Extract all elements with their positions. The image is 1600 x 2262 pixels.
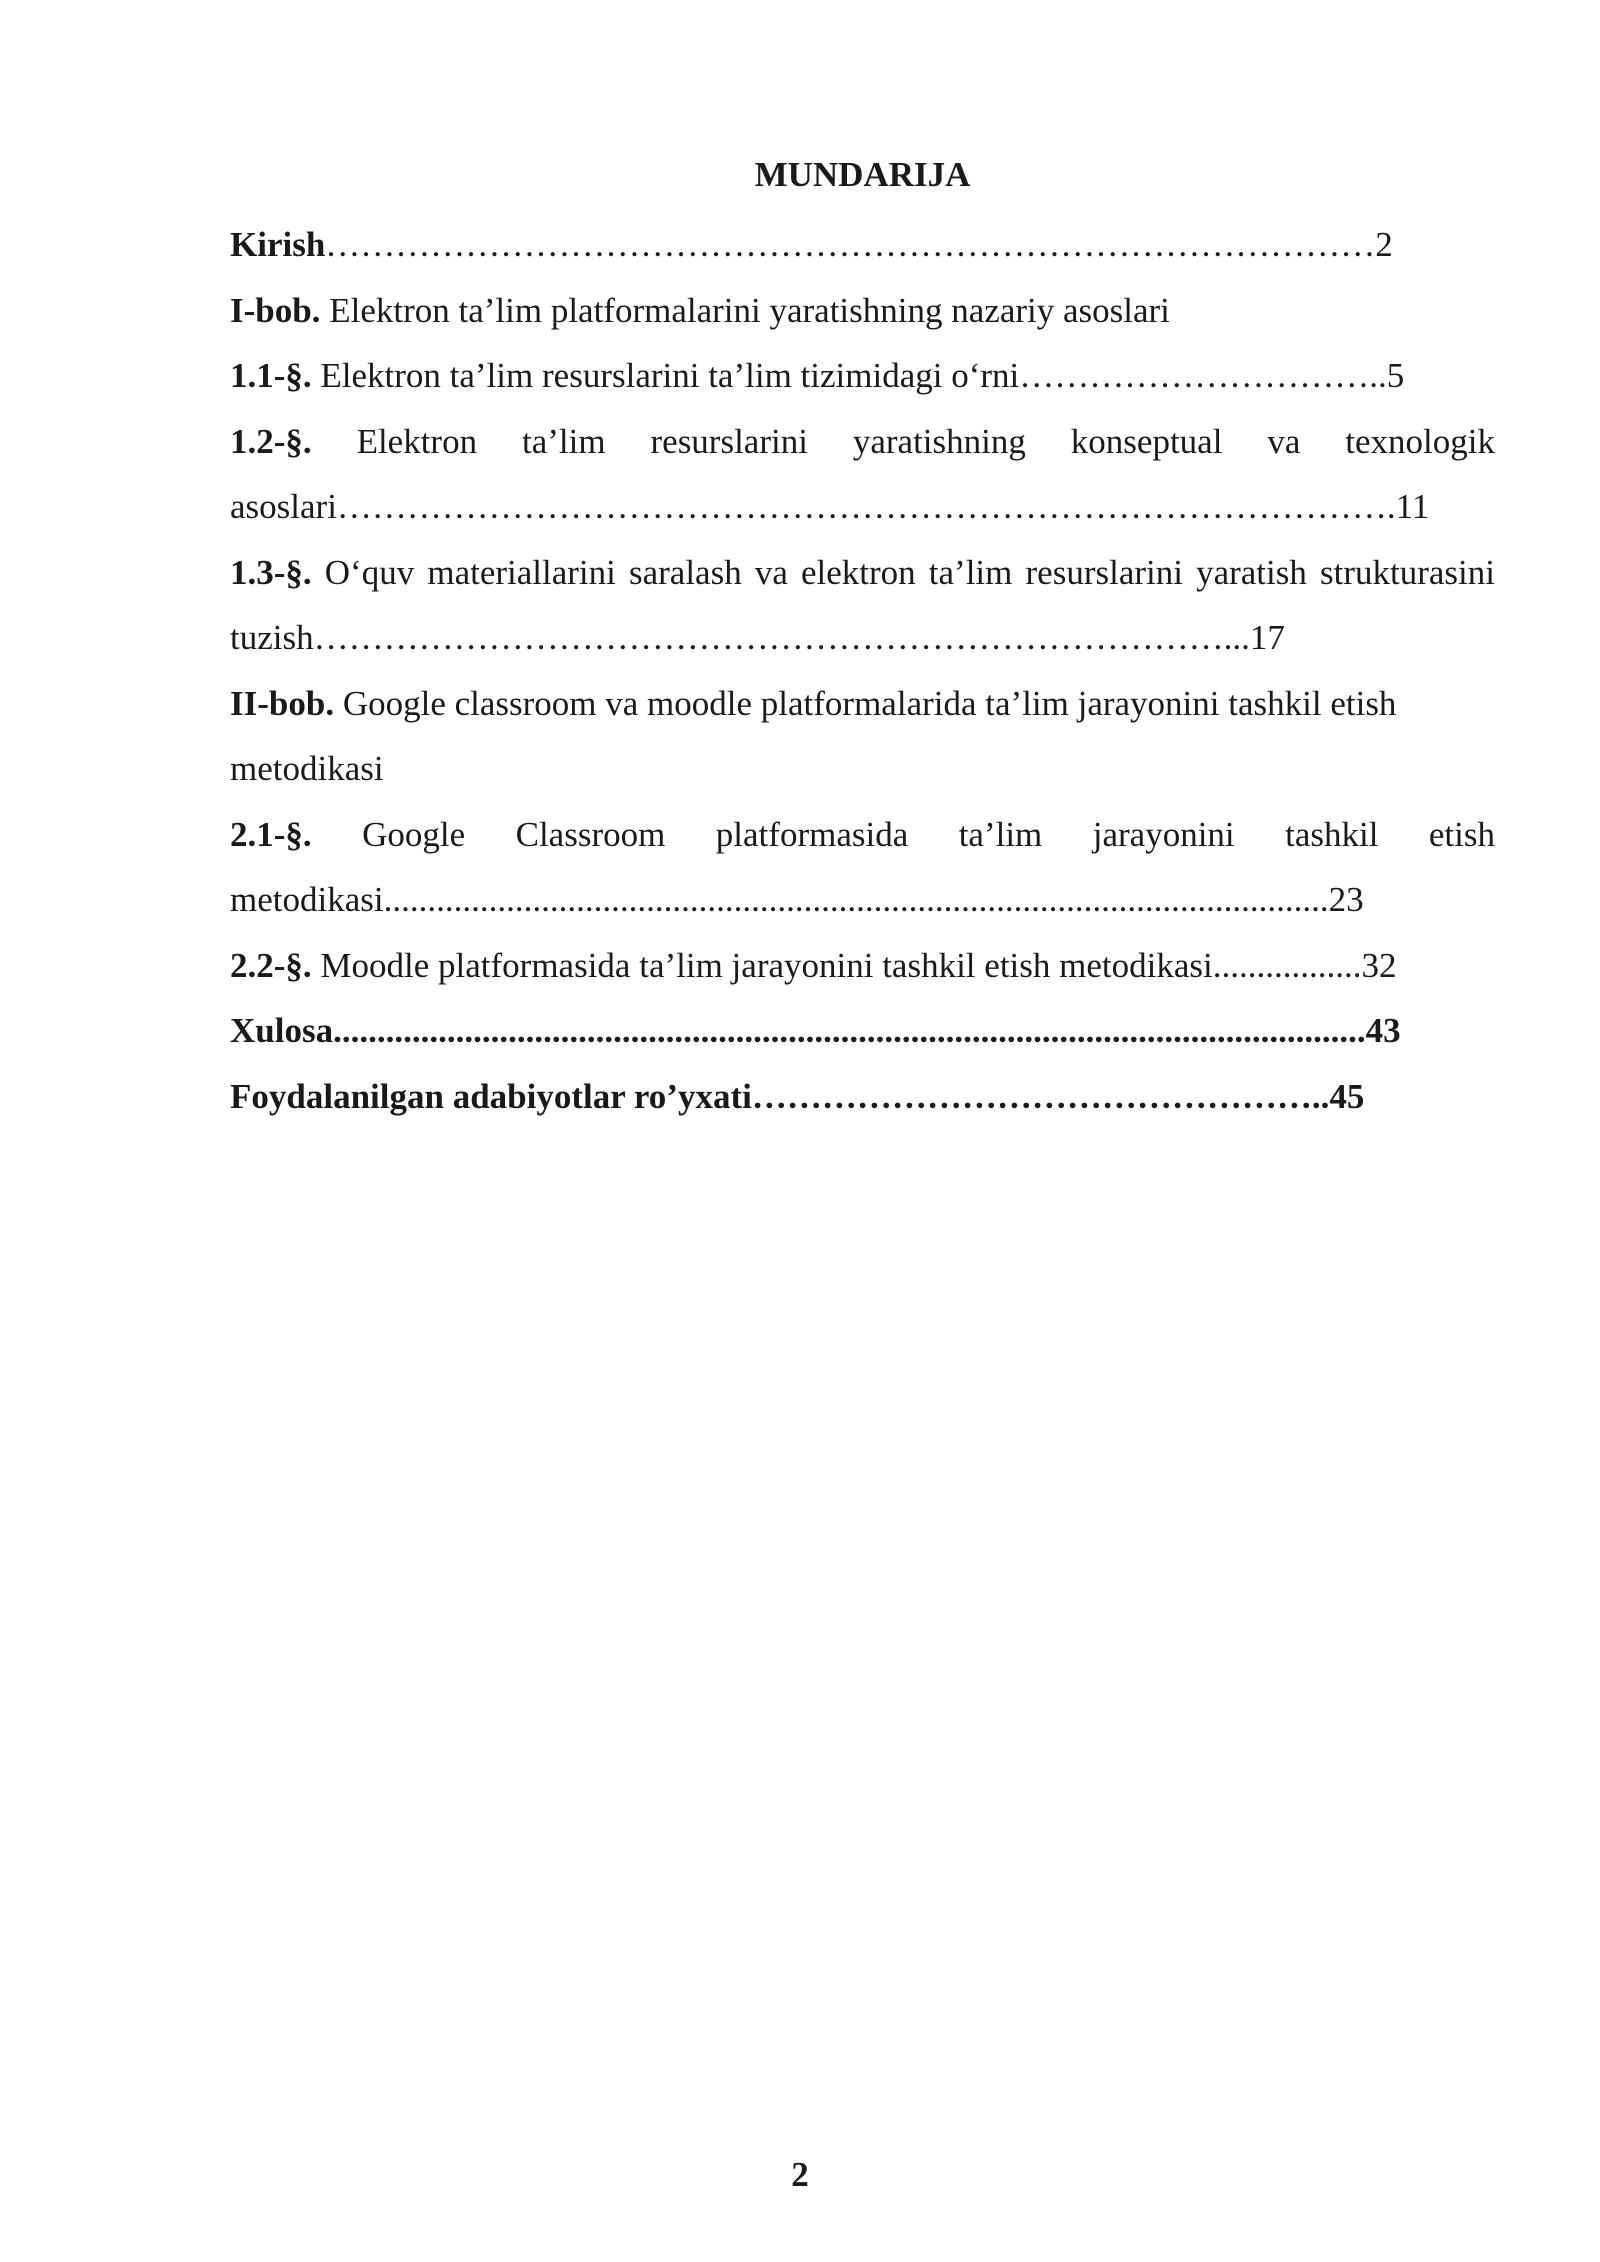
page-title: MUNDARIJA bbox=[754, 155, 971, 194]
toc-entry-title: Elektron ta’lim platformalarini yaratishning nazariy asoslari bbox=[320, 290, 1170, 330]
toc-entry-section-1-3[interactable] bbox=[230, 540, 1495, 671]
toc-entry-label: 1.1-§. bbox=[230, 356, 312, 395]
toc-entry-title: O‘quv materiallarini saralash va elektron ta’lim resurslarini yaratish strukturasini tuzish bbox=[230, 552, 1495, 657]
toc-entry-section-1-2[interactable] bbox=[230, 409, 1495, 540]
toc-entry-label: I-bob. bbox=[230, 290, 321, 330]
toc-entry-label: Xulosa bbox=[230, 1011, 334, 1050]
toc-page-number: 11 bbox=[1395, 487, 1430, 526]
toc-entry-section-1-1[interactable] bbox=[230, 343, 1495, 409]
toc-entry-kirish[interactable] bbox=[230, 212, 1495, 278]
toc-entry-label: Foydalanilgan adabiyotlar ro’yxati bbox=[230, 1076, 752, 1116]
toc-entry-xulosa[interactable] bbox=[230, 998, 1495, 1064]
toc-leader-dots: ………………………….. bbox=[1019, 356, 1387, 395]
toc-page-number: 45 bbox=[1329, 1076, 1365, 1116]
toc-entry-chapter-1[interactable] bbox=[230, 278, 1495, 344]
toc-leader-dots: ...................................................................................................................... bbox=[333, 1011, 1366, 1050]
toc-entry-section-2-1[interactable] bbox=[230, 802, 1495, 933]
toc-entry-label: 1.3-§. bbox=[230, 552, 312, 592]
toc-entry-chapter-2[interactable] bbox=[230, 671, 1495, 802]
toc-page-number: 23 bbox=[1328, 880, 1364, 919]
toc-page-number: 5 bbox=[1386, 356, 1405, 395]
toc-leader-dots: ............................................................................................................ bbox=[383, 880, 1329, 919]
toc-page-number: 2 bbox=[1375, 225, 1393, 264]
toc-entry-title: Elektron ta’lim resurslarini yaratishning konseptual va texnologik asoslari bbox=[230, 421, 1495, 526]
toc-leader-dots: ……………………………………………………………………... bbox=[313, 618, 1250, 657]
page-number: 2 bbox=[791, 2155, 809, 2194]
toc-entry-title: Elektron ta’lim resurslarini ta’lim tizimidagi o‘rni bbox=[311, 356, 1020, 395]
toc-entry-label: 2.1-§. bbox=[230, 814, 312, 854]
toc-page-number: 17 bbox=[1249, 618, 1285, 657]
toc-entry-section-2-2[interactable] bbox=[230, 933, 1495, 999]
toc-entry-label: II-bob. bbox=[230, 683, 335, 723]
toc-entry-label: 2.2-§. bbox=[230, 945, 312, 985]
toc-entry-title: Google Classroom platformasida ta’lim jarayonini tashkil etish metodikasi bbox=[230, 814, 1495, 919]
toc-page-number: 32 bbox=[1361, 945, 1397, 985]
toc-entry-adabiyotlar[interactable] bbox=[230, 1064, 1495, 1130]
toc-leader-dots: ……………………………………………………………………………… bbox=[325, 225, 1376, 264]
toc-leader-dots: ………………………………………………………………………………. bbox=[336, 487, 1396, 526]
toc-entry-title: Google classroom va moodle platformalarida ta’lim jarayonini tashkil etish metodikasi bbox=[230, 683, 1397, 788]
toc-leader-dots: ................. bbox=[1212, 945, 1362, 985]
toc-entry-label: Kirish bbox=[230, 225, 326, 264]
toc-entry-label: 1.2-§. bbox=[230, 421, 312, 461]
table-of-contents bbox=[230, 212, 1495, 1129]
toc-page-number: 43 bbox=[1365, 1011, 1401, 1050]
toc-leader-dots: ………………………………………….. bbox=[751, 1076, 1330, 1116]
toc-entry-title: Moodle platformasida ta’lim jarayonini tashkil etish metodikasi bbox=[311, 945, 1213, 985]
